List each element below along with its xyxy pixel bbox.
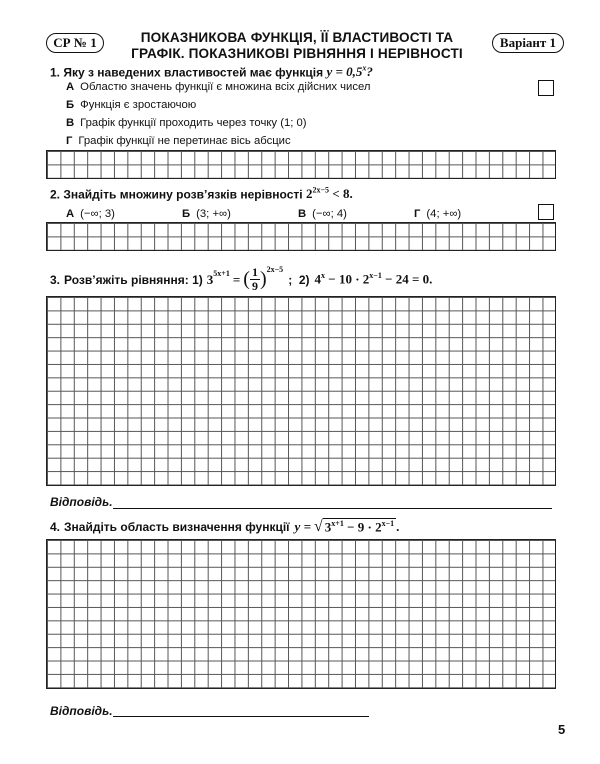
option-c[interactable]: В (−∞; 4) [298, 208, 347, 220]
answer-line-3[interactable] [113, 508, 552, 509]
option-b[interactable]: Б Функція є зростаючою [66, 99, 197, 111]
answer-label-4: Відповідь. [50, 704, 113, 718]
title-line-2: ГРАФІК. ПОКАЗНИКОВІ РІВНЯННЯ І НЕРІВНОСТІ [131, 46, 463, 61]
inequality: $2^{2x-5} < 8$. [305, 186, 353, 202]
answer-grid-2[interactable] [46, 222, 556, 251]
answer-checkbox-1[interactable] [538, 80, 554, 96]
question-number: 3. [50, 272, 61, 287]
option-c[interactable]: В Графік функції проходить через точку (1; 0) [66, 117, 307, 129]
question-text: Розв’яжіть рівняння: 1) [64, 272, 203, 287]
sqrt-icon: √ [313, 518, 323, 535]
question-2 [50, 186, 353, 202]
page-title [112, 30, 482, 62]
question-text: Знайдіть область визначення функції [64, 520, 290, 534]
question-1 [50, 64, 373, 80]
equation-2: $4^x - 10 \cdot 2^{x-1} - 24 = 0$. [314, 271, 433, 287]
answer-line-4[interactable] [113, 716, 369, 717]
option-a[interactable]: А (−∞; 3) [66, 208, 115, 220]
option-a[interactable]: А Областю значень функції є множина всіх дійсних чисел [66, 81, 371, 93]
variant-label: Варіант 1 [492, 33, 564, 53]
equation-1: 3 $^{5x+1}$ = ( 1 9 ) $^{2x-5}$ [206, 265, 284, 293]
answer-grid-1[interactable] [46, 150, 556, 179]
title-line-1: ПОКАЗНИКОВА ФУНКЦІЯ, ЇЇ ВЛАСТИВОСТІ ТА [140, 30, 454, 45]
work-grid-3[interactable] [46, 296, 556, 486]
answer-checkbox-2[interactable] [538, 204, 554, 220]
question-number: 4. [50, 520, 61, 534]
answer-label-3: Відповідь. [50, 495, 113, 509]
question-text: Яку з наведених властивостей має функція [63, 65, 324, 80]
work-label: СР № 1 [46, 33, 104, 53]
question-number: 2. [50, 187, 61, 202]
option-d[interactable]: Г (4; +∞) [414, 208, 462, 220]
option-b[interactable]: Б (3; +∞) [182, 208, 231, 220]
equation-separator: ; 2) [288, 272, 310, 287]
question-text: Знайдіть множину розв’язків нерівності [63, 187, 303, 202]
function-formula: $y = 0,5^x$? [326, 64, 373, 80]
page-number: 5 [558, 722, 566, 737]
question-4 [50, 518, 399, 536]
question-3 [50, 266, 432, 293]
option-d[interactable]: Г Графік функції не перетинає вісь абсцис [66, 135, 291, 147]
domain-function: y = √ $3^{x+1} - 9 \cdot 2^{x-1}$ . [294, 518, 400, 535]
work-grid-4[interactable] [46, 539, 556, 689]
question-number: 1. [50, 65, 61, 80]
